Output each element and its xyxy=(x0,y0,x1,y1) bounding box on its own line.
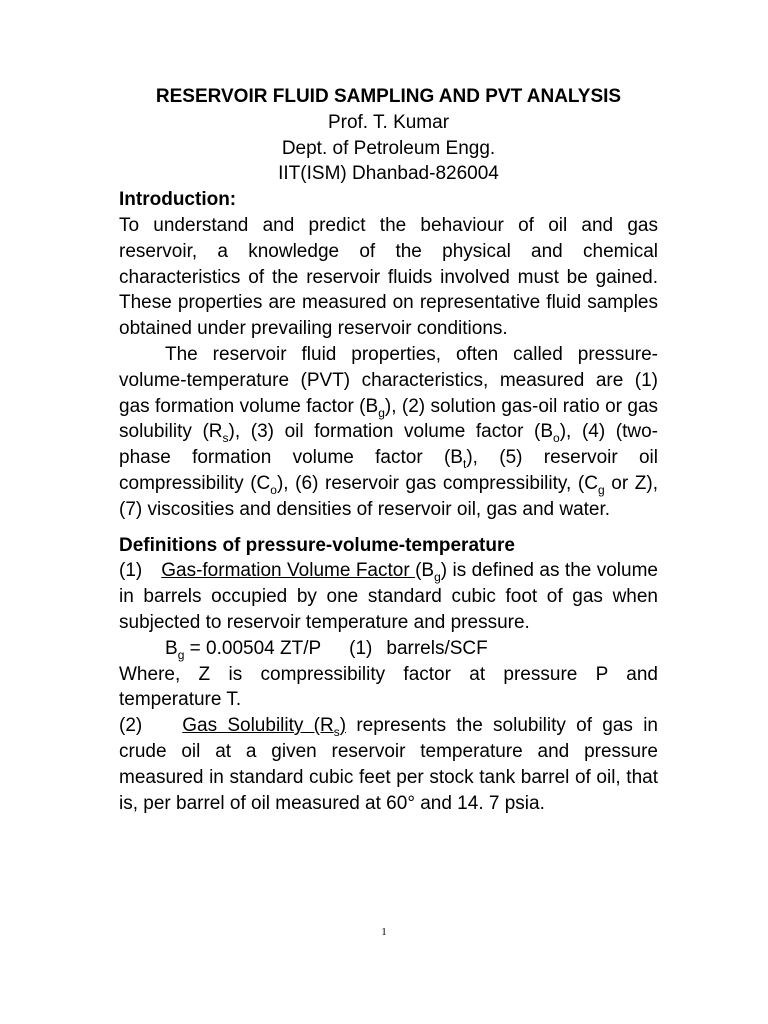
institute-line: IIT(ISM) Dhanbad-826004 xyxy=(278,163,499,185)
page-content xyxy=(119,84,658,816)
author-line: Prof. T. Kumar xyxy=(327,111,450,133)
introduction-heading: Introduction: xyxy=(119,189,237,211)
page-number: 1 xyxy=(381,926,387,938)
intro-paragraph-1: To understand and predict the behaviour of oil and gas reservoir, a knowledge of the physical and chemical characteristics of the reservoir fluids involved must be gained. These properties are measured on representative fluid samples obtained under prevailing reservoir conditions. xyxy=(119,214,658,340)
definition-2: (2) Gas Solubility $(R_s)$ represents the solubility of gas in crude oil at a given reservoir temperature and pressure measured in standard cubic feet per stock tank barrel of oil, that is, per barrel of oil measured at 60° and 14. 7 psia. xyxy=(119,715,658,814)
definition-1: (1) Gas-formation Volume Factor $(B_g)$ is defined as the volume in barrels occupied by one standard cubic foot of gas when subjected to reservoir temperature and pressure. xyxy=(119,560,658,633)
department-line: Dept. of Petroleum Engg. xyxy=(281,137,496,159)
intro-paragraph-2: The reservoir fluid properties, often called pressure-volume-temperature (PVT) characteristics, measured are (1) gas formation volume factor $(B_g)$, (2) solution gas-oil ratio or gas solubility $(R_s)$, (3) oil formation volume factor $(B_o)$, (4) (two-phase formation volume factor $(B_t)$, (5) reservoir oil compressibility $(C_o)$, (6) reservoir gas compressibility, ($C_g$ or Z), (7) viscosities and densities of reservoir oil, gas and water. xyxy=(119,343,659,520)
equation-number: (1) xyxy=(349,637,373,659)
equation-unit: barrels/SCF xyxy=(386,637,488,659)
definition-2-term: Gas Solubility $(R_s)$ xyxy=(182,715,347,739)
definition-1-term: Gas-formation Volume Factor xyxy=(161,560,416,582)
equation-1: $B_g = 0.00504$ ZT/P (1) barrels/SCF xyxy=(165,637,488,662)
where-clause: Where, Z is compressibility factor at pressure P and temperature T. xyxy=(119,663,658,711)
document-title: RESERVOIR FLUID SAMPLING AND PVT ANALYSIS xyxy=(155,86,622,107)
definitions-heading: Definitions of pressure-volume-temperature xyxy=(119,534,515,556)
